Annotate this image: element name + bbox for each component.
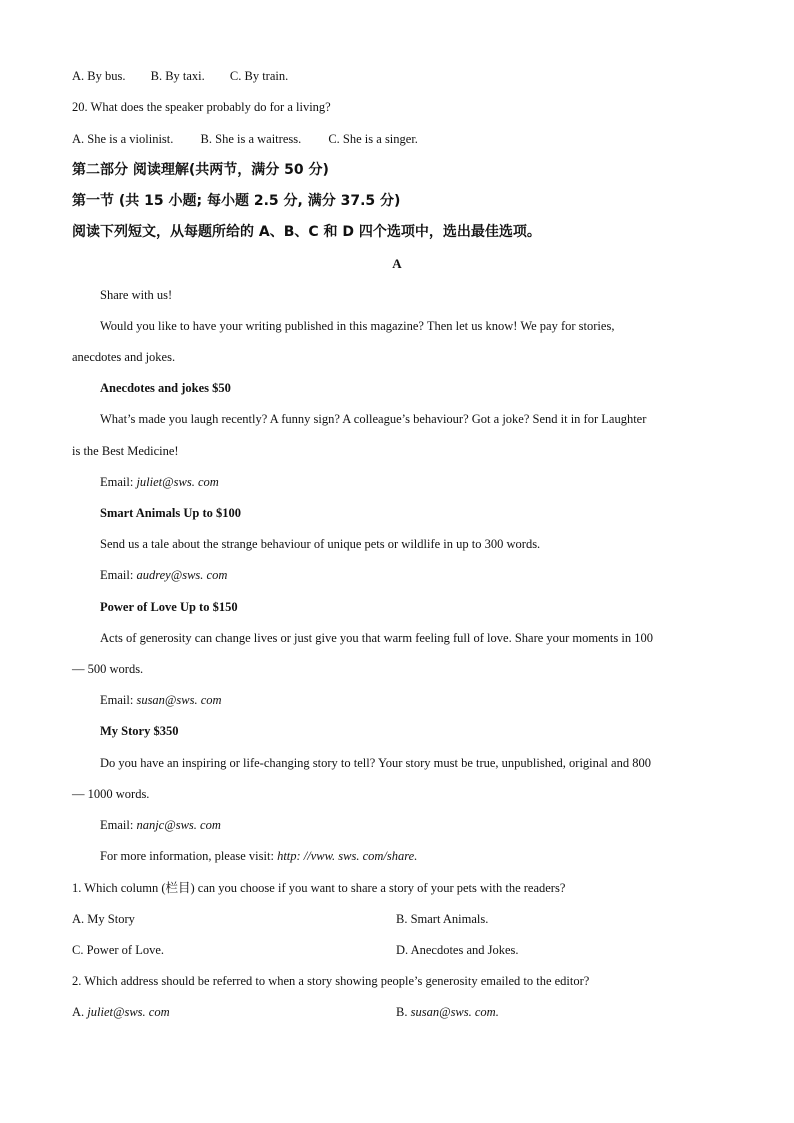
more-info (100, 848, 417, 864)
section-email-my-story (100, 817, 221, 833)
passage-label: A (392, 256, 402, 271)
more-info-label: For more information, please visit: (100, 849, 274, 863)
section-body-anecdotes-cont: is the Best Medicine! (72, 444, 179, 458)
q20-option-b: B. She is a waitress. (200, 132, 302, 146)
section-title-anecdotes: Anecdotes and jokes $50 (100, 381, 231, 395)
section-body-power-of-love-cont: — 500 words. (72, 662, 144, 676)
section-body-anecdotes: What’s made you laugh recently? A funny sign? A colleague’s behaviour? Got a joke? Send it in for Laughter (100, 412, 647, 426)
option-letter: B. (396, 1005, 408, 1019)
q20-option-c: C. She is a singer. (328, 132, 418, 146)
email-label: Email: (100, 475, 134, 489)
email-address-susan: susan@sws. com (136, 693, 222, 707)
q20-option-a: A. She is a violinist. (72, 132, 174, 146)
question-1-option-a: A. My Story (72, 912, 135, 926)
email-label: Email: (100, 568, 134, 582)
email-address-juliet: juliet@sws. com (136, 475, 219, 489)
more-info-url: http: //vww. sws. com/share. (277, 849, 418, 863)
passage-intro-2: Would you like to have your writing published in this magazine? Then let us know! We pay for stories, (100, 319, 615, 333)
reading-instructions: 阅读下列短文，从每题所给的 A、B、C 和 D 四个选项中，选出最佳选项。 (72, 224, 541, 240)
question-1-option-d: D. Anecdotes and Jokes. (396, 943, 519, 957)
email-address-audrey: audrey@sws. com (136, 568, 228, 582)
section-body-my-story: Do you have an inspiring or life-changing story to tell? Your story must be true, unpublished, original and 800 (100, 756, 651, 770)
q19-option-b: B. By taxi. (150, 69, 205, 83)
section-title-power-of-love: Power of Love Up to $150 (100, 600, 238, 614)
option-email: juliet@sws. com (87, 1005, 170, 1019)
section-title-my-story: My Story $350 (100, 724, 179, 738)
email-address-nanjc: nanjc@sws. com (136, 818, 221, 832)
q20-options (72, 131, 418, 147)
section-title-smart-animals: Smart Animals Up to $100 (100, 506, 241, 520)
section-body-my-story-cont: — 1000 words. (72, 787, 150, 801)
q19-option-a: A. By bus. (72, 69, 126, 83)
section-email-power-of-love (100, 692, 222, 708)
question-2: 2. Which address should be referred to when a story showing people’s generosity emailed to the editor? (72, 974, 590, 988)
option-email: susan@sws. com. (410, 1005, 499, 1019)
passage-intro-2-cont: anecdotes and jokes. (72, 350, 176, 364)
section-email-smart-animals (100, 567, 227, 583)
question-1-option-b: B. Smart Animals. (396, 912, 489, 926)
question-2-option-b (396, 1004, 499, 1020)
question-2-option-a (72, 1004, 170, 1020)
question-1-option-c: C. Power of Love. (72, 943, 164, 957)
email-label: Email: (100, 693, 134, 707)
section1-heading: 第一节 (共 15 小题; 每小题 2.5 分, 满分 37.5 分) (72, 193, 401, 209)
section-body-smart-animals: Send us a tale about the strange behaviour of unique pets or wildlife in up to 300 words. (100, 537, 541, 551)
q19-options (72, 68, 288, 84)
section-email-anecdotes (100, 474, 219, 490)
question-1: 1. Which column (栏目) can you choose if you want to share a story of your pets with the readers? (72, 881, 566, 895)
q19-option-c: C. By train. (229, 69, 289, 83)
part2-heading: 第二部分 阅读理解(共两节，满分 50 分) (72, 162, 329, 178)
passage-intro-1: Share with us! (100, 288, 173, 302)
section-body-power-of-love: Acts of generosity can change lives or just give you that warm feeling full of love. Share your moments in 100 (100, 631, 653, 645)
q20-question: 20. What does the speaker probably do for a living? (72, 100, 331, 114)
option-letter: A. (72, 1005, 85, 1019)
email-label: Email: (100, 818, 134, 832)
